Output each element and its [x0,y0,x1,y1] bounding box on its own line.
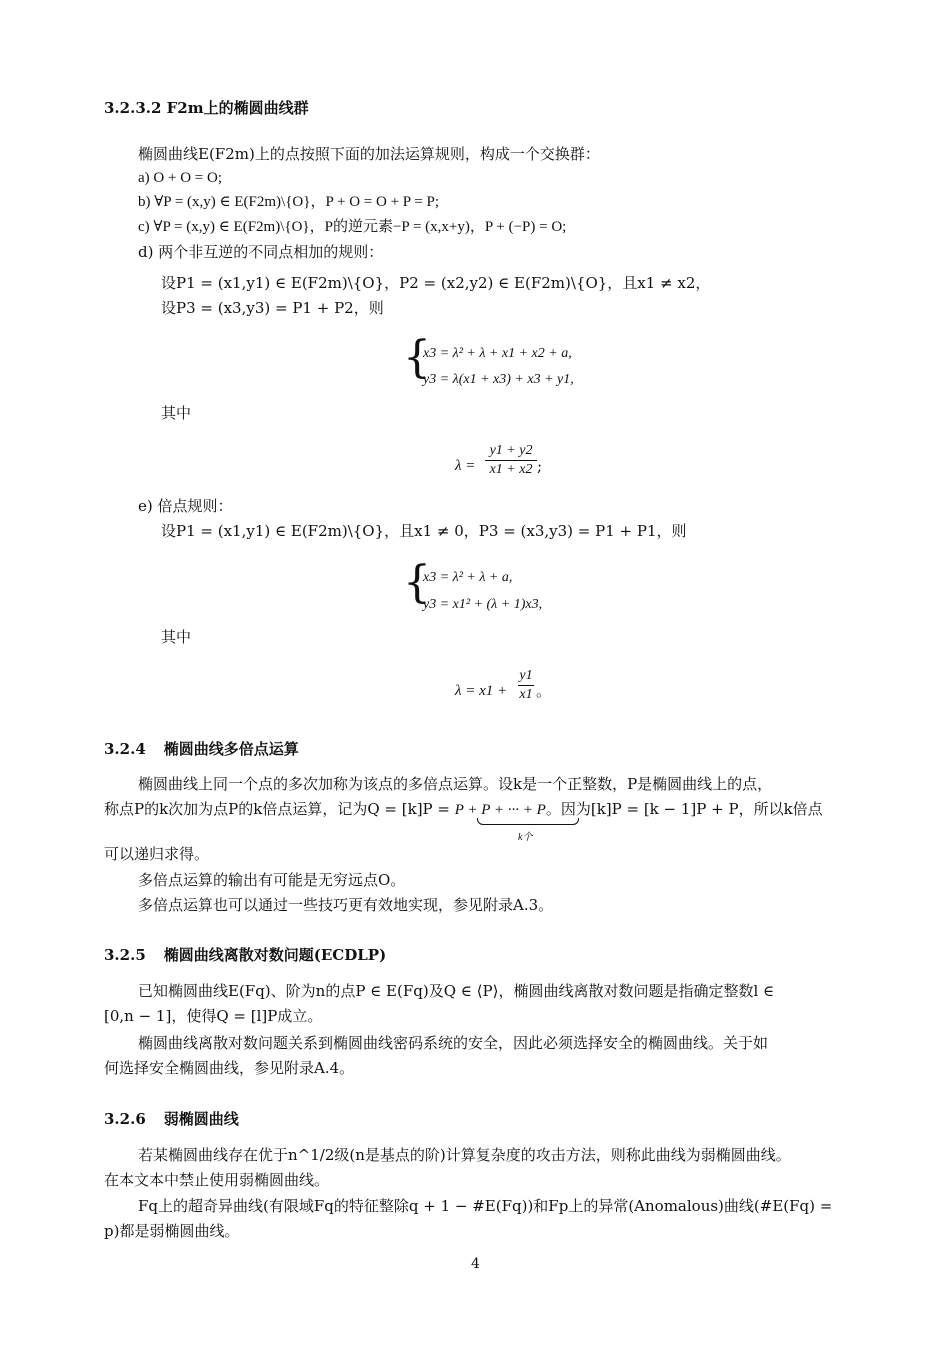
equation-e-x3: x3 = λ² + λ + a, [423,570,513,585]
fraction-bar [518,685,534,686]
underbrace [477,818,579,825]
fraction-bar [485,460,537,461]
equation-brace: { [403,557,431,608]
paragraph-line: 椭圆曲线离散对数问题关系到椭圆曲线密码系统的安全，因此必须选择安全的椭圆曲线。关于如 [138,1034,769,1052]
rule-b: b) ∀P = (x,y) ∈ E(F2m)\{O}，P + O = O + P = P; [138,194,440,210]
where-label: 其中 [161,628,192,646]
paragraph-line: p)都是弱椭圆曲线。 [104,1222,240,1240]
page-number: 4 [471,1256,480,1272]
lambda-d-denominator: x1 + x2 [489,462,533,477]
paragraph-line: 若某椭圆曲线存在优于n^1/2级(n是基点的阶)计算复杂度的攻击方法，则称此曲线为弱椭圆曲线。 [138,1146,791,1164]
lambda-e-numerator: y1 [519,668,533,683]
paragraph-line [104,797,823,822]
section-number: 3.2.4 [104,740,146,758]
lambda-d-numerator: y1 + y2 [489,443,533,458]
paragraph-line: Fq上的超奇异曲线(有限域Fq的特征整除q + 1 − #E(Fq))和Fp上的异常(Anomalous)曲线(#E(Fq) = [138,1197,833,1215]
equation-d-y3: y3 = λ(x1 + x3) + x3 + y1, [423,372,574,387]
section-number: 3.2.6 [104,1110,146,1128]
paragraph-line: 在本文本中禁止使用弱椭圆曲线。 [104,1171,330,1189]
lambda-d-fraction [485,443,537,478]
section-title: 椭圆曲线多倍点运算 [163,740,299,758]
section-heading-3-2-3-2: 3.2.3.2 F2m上的椭圆曲线群 [104,99,309,117]
lambda-e-fraction [518,668,534,703]
section-heading-3-2-5 [104,943,386,967]
section-heading-3-2-4 [104,737,299,761]
rule-d: d) 两个非互逆的不同点相加的规则： [138,243,384,261]
lambda-d-lhs: λ = [455,458,476,474]
equation-brace: { [403,332,431,383]
paragraph-line: 已知椭圆曲线E(Fq)、阶为n的点P ∈ E(Fq)及Q ∈ ⟨P⟩，椭圆曲线离散对数问题是指确定整数l ∈ [138,982,775,1000]
rule-c: c) ∀P = (x,y) ∈ E(F2m)\{O}，P的逆元素−P = (x,x+y)，P + (−P) = O; [138,219,567,235]
text-span: 。因为[k]P = [k − 1]P + P，所以k倍点 [545,800,823,818]
paragraph-line: 多倍点运算也可以通过一些技巧更有效地实现，参见附录A.3。 [138,896,554,914]
lambda-e-lhs: λ = x1 + [455,683,508,699]
section-heading-3-2-6 [104,1107,239,1131]
rule-a: a) O + O = O; [138,170,222,186]
equation-e-y3: y3 = x1² + (λ + 1)x3, [423,597,543,612]
underbraced-sum: P + P + ··· + P [454,802,546,818]
paragraph-intro: 椭圆曲线E(F2m)上的点按照下面的加法运算规则，构成一个交换群： [138,145,600,163]
paragraph-line: 何选择安全椭圆曲线，参见附录A.4。 [104,1059,355,1077]
rule-d-line1: 设P1 = (x1,y1) ∈ E(F2m)\{O}，P2 = (x2,y2) ∈ E(F2m)\{O}，且x1 ≠ x2， [161,274,711,292]
section-number: 3.2.5 [104,946,146,964]
section-title: 弱椭圆曲线 [163,1110,239,1128]
where-label: 其中 [161,404,192,422]
underbrace-label: k个 [518,832,533,843]
equation-d-x3: x3 = λ² + λ + x1 + x2 + a, [423,346,572,361]
lambda-e-denominator: x1 [519,687,533,702]
paragraph-line: 椭圆曲线上同一个点的多次加称为该点的多倍点运算。设k是一个正整数，P是椭圆曲线上的点， [138,775,773,793]
rule-e: e) 倍点规则： [138,497,233,515]
rule-e-line1: 设P1 = (x1,y1) ∈ E(F2m)\{O}，且x1 ≠ 0，P3 = (x3,y3) = P1 + P1，则 [161,522,687,540]
paragraph-line: 多倍点运算的输出有可能是无穷远点O。 [138,871,406,889]
section-title: 椭圆曲线离散对数问题(ECDLP) [163,946,387,964]
lambda-e-end: 。 [536,682,552,700]
rule-d-line2: 设P3 = (x3,y3) = P1 + P2，则 [161,299,384,317]
paragraph-line: [0,n − 1]，使得Q = [l]P成立。 [104,1007,323,1025]
paragraph-line: 可以递归求得。 [104,845,210,863]
lambda-d-end: ; [537,457,543,475]
text-span: 称点P的k次加为点P的k倍点运算，记为Q = [k]P = [104,800,450,818]
